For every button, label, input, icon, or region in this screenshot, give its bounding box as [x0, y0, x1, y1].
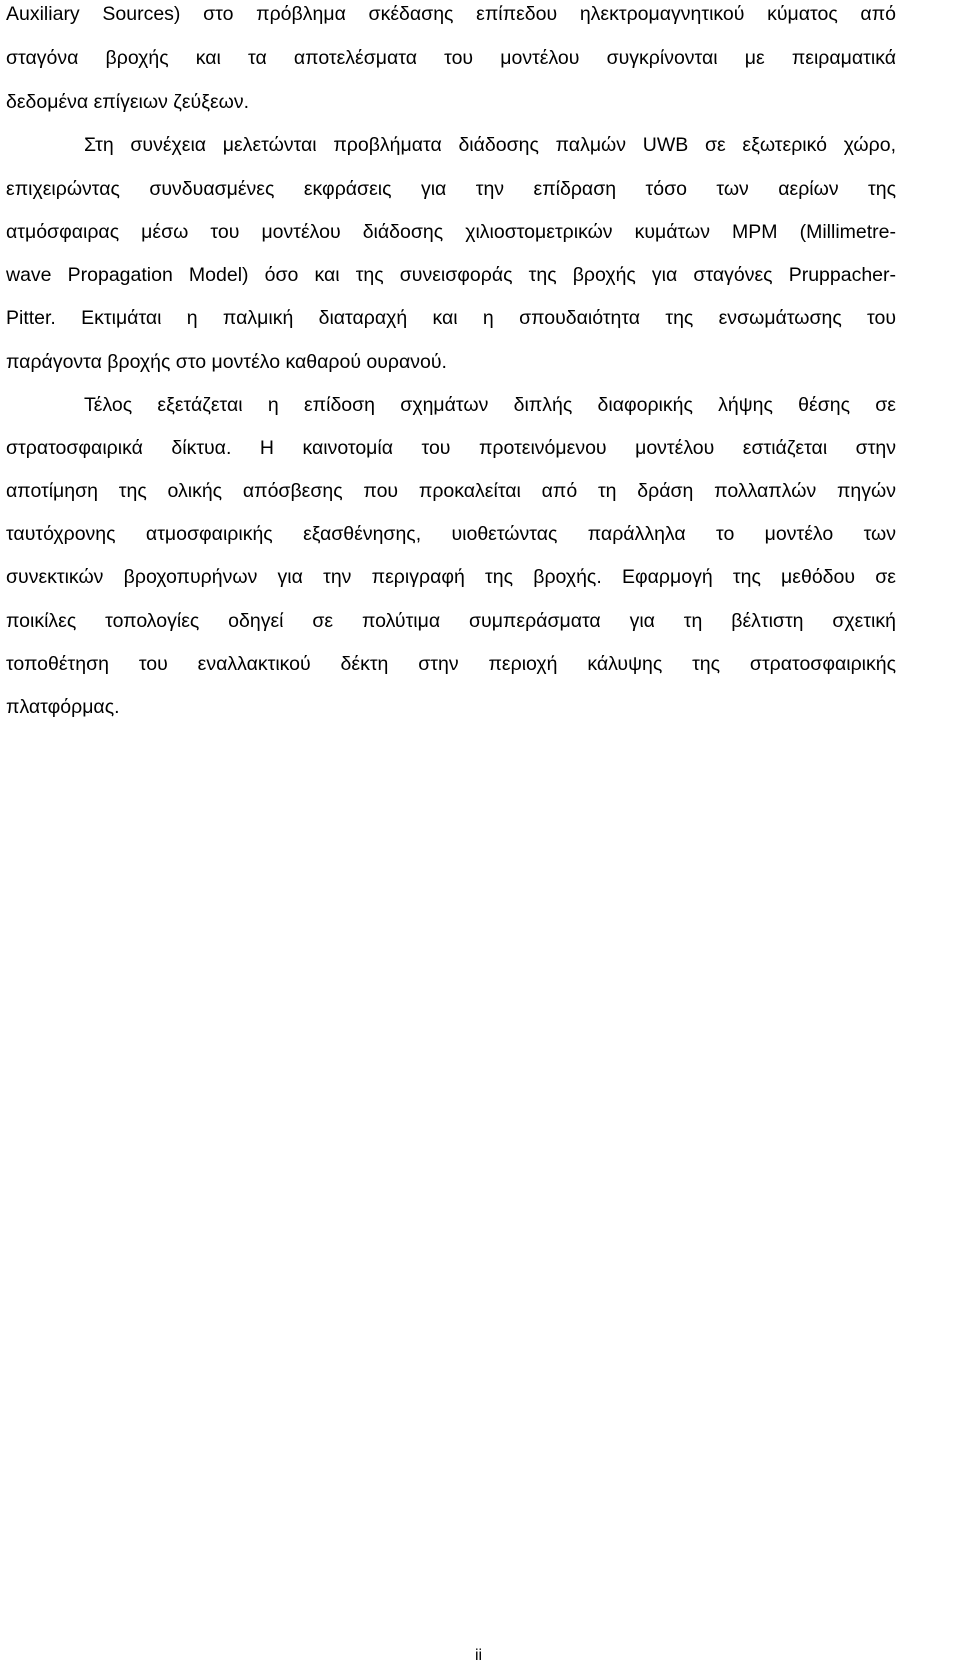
text-line-8: Pitter. Εκτιμάται η παλμική διαταραχή και η σπουδαιότητα της ενσωμάτωσης του [6, 307, 896, 329]
text-line-10: Τέλος εξετάζεται η επίδοση σχημάτων διπλής διαφορικής λήψης θέσης σε [84, 394, 896, 416]
text-line-16: τοποθέτηση του εναλλακτικού δέκτη στην περιοχή κάλυψης της στρατοσφαιρικής [6, 653, 896, 675]
text-line-3: δεδομένα επίγειων ζεύξεων. [6, 91, 250, 113]
text-line-7: wave Propagation Model) όσο και της συνεισφοράς της βροχής για σταγόνες Pruppacher- [6, 264, 896, 286]
text-line-11: στρατοσφαιρικά δίκτυα. Η καινοτομία του προτεινόμενου μοντέλου εστιάζεται στην [6, 437, 896, 459]
text-line-15: ποικίλες τοπολογίες οδηγεί σε πολύτιμα συμπεράσματα για τη βέλτιστη σχετική [6, 610, 896, 632]
text-line-12: αποτίμηση της ολικής απόσβεσης που προκαλείται από τη δράση πολλαπλών πηγών [6, 480, 896, 502]
text-line-1: Auxiliary Sources) στο πρόβλημα σκέδασης επίπεδου ηλεκτρομαγνητικού κύματος από [6, 3, 896, 25]
page-number: ii [475, 1647, 483, 1664]
text-line-4: Στη συνέχεια μελετώνται προβλήματα διάδοσης παλμών UWB σε εξωτερικό χώρο, [84, 134, 896, 156]
text-line-14: συνεκτικών βροχοπυρήνων για την περιγραφή της βροχής. Εφαρμογή της μεθόδου σε [6, 566, 896, 588]
text-line-2: σταγόνα βροχής και τα αποτελέσματα του μοντέλου συγκρίνονται με πειραματικά [6, 47, 896, 69]
text-line-17: πλατφόρμας. [6, 696, 120, 718]
text-line-9: παράγοντα βροχής στο μοντέλο καθαρού ουρανού. [6, 351, 447, 373]
text-line-13: ταυτόχρονης ατμοσφαιρικής εξασθένησης, υιοθετώντας παράλληλα το μοντέλο των [6, 523, 896, 545]
text-line-6: ατμόσφαιρας μέσω του μοντέλου διάδοσης χιλιοστομετρικών κυμάτων MPM (Millimetre- [6, 221, 896, 243]
text-line-5: επιχειρώντας συνδυασμένες εκφράσεις για την επίδραση τόσο των αερίων της [6, 178, 896, 200]
